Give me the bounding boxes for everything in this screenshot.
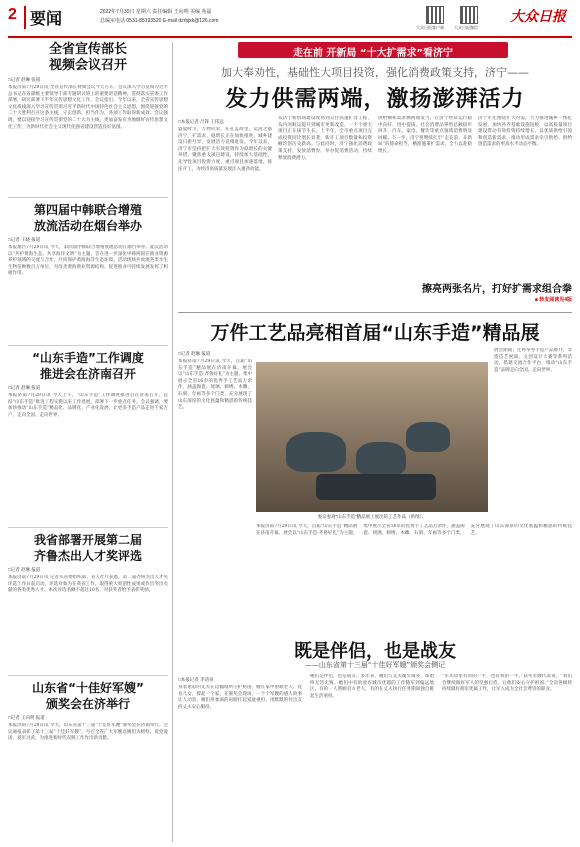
topic-banner bbox=[178, 42, 572, 60]
elephant-sculpture bbox=[356, 442, 406, 476]
article-title: 推进会在济南召开 bbox=[39, 367, 136, 381]
article bbox=[8, 350, 168, 523]
elephant-sculpture bbox=[286, 432, 346, 472]
article-title: 齐鲁杰出人才奖评选 bbox=[33, 549, 142, 563]
article-body: 本报烟台7月29日讯 今天，第四届中韩联合增殖放流活动在烟台举办。此次活动以“共护黄海生态、共享海洋文明”为主题，旨在进一步深化中韩两国在渔业资源养护领域的交流与合作，共同保护黄海海洋生态环境。活动现场共放流各类水生生物苗种数百万单位，为改善黄海渔业资源结构、促进渔业可持续发展发挥了积极作用。 bbox=[8, 245, 168, 277]
article-body: 本报济南7月29日讯 今天，首届“山东手造”精品展在济南开幕。展会以“山东手造·齐鲁好礼”为主题，集中展示全省16市的优秀手工艺品万余件，涵盖陶瓷、琉璃、刺绣、木雕、石刻、年画等多个门类，充分展现了山东深厚的文化底蕴和精湛的传统技艺。 bbox=[178, 359, 252, 411]
article-body: 济宁市还围绕扩大内需，大力推进城乡一体化发展，加快补齐基础设施短板，以高质量项目建设带动有效投资持续增长，以优质供给引领和创造新需求，推动形成需求牵引供给、供给创造需求的更高水平动态平衡。 bbox=[478, 116, 572, 148]
article-title: 放流活动在烟台举办 bbox=[33, 219, 142, 233]
column-divider bbox=[172, 42, 173, 842]
left-column bbox=[8, 42, 168, 793]
divider bbox=[8, 197, 168, 198]
article-byline: □记者 赵琳 报道 bbox=[178, 351, 211, 356]
story-column bbox=[178, 348, 252, 569]
story-column bbox=[378, 116, 472, 301]
article-body: 供给侧和需求侧两端发力，让济宁经济运行稳中向好、进中提质。社会消费品零售总额稳步回升，汽车、家电、餐饮等重点领域消费明显回暖。下一步，济宁将继续扛牢“走在前、开新局”的使命担当，精准施策扩需求，全力以赴稳增长。 bbox=[378, 116, 472, 154]
page-number: 2 bbox=[8, 6, 17, 23]
article-title: 视频会议召开 bbox=[48, 58, 127, 73]
article bbox=[8, 202, 168, 341]
elephant-sculpture bbox=[406, 422, 450, 452]
headline: 发力供需两端，激扬澎湃活力 bbox=[225, 87, 525, 112]
photo-caption: 观众参观“山东手造”精品展上展出的工艺作品（供图）。 bbox=[317, 514, 427, 519]
article-body: 盛夏时节，万物向荣。在孔孟故里、运河之都济宁，扩需求、稳增长正在加快推进，城乡建设日新月异，发展活力竞相迸发。今年以来，济宁市坚持把扩大有效投资作为稳增长的关键举措，聚焦重大项目建设，持续加大基础性、先导性项目投资力度，重点项目加速落地、接连开工，为经济高质量发展注入强劲动能。 bbox=[178, 127, 272, 172]
article-body: 本报济南7月29日讯 今天，首届“山东手造”精品展在济南开幕。展会以“山东手造·齐鲁好礼”为主题，集中展示全省16市的优秀手工艺品万余件，涵盖陶瓷、琉璃、刺绣、木雕、石刻、年画等多个门类，充分展现了山东深厚的文化底蕴和精湛的传统技艺。 bbox=[256, 524, 572, 536]
article-title: “山东手造”工作调度 bbox=[32, 351, 144, 365]
divider bbox=[8, 527, 168, 528]
article-subtitle: ——山东省第十三届“十佳好军嫂”颁奖会侧记 bbox=[304, 661, 446, 669]
story-column bbox=[478, 116, 572, 226]
article-title: 颁奖会在济举行 bbox=[45, 697, 130, 711]
story-column bbox=[256, 524, 572, 624]
section-title: 要闻 bbox=[24, 6, 62, 29]
article bbox=[8, 532, 168, 671]
qr-code-icon bbox=[460, 6, 478, 24]
article-title: 第四届中韩联合增殖 bbox=[33, 203, 142, 217]
article-title: 全省宣传部长 bbox=[48, 42, 127, 57]
article-body: 身着迷彩的丈夫在边疆哨所守护祖国，她在家中照顾老人、抚育儿女，撑起一个家。在颁奖会现场，一个个军嫂的感人故事让人动容。她们用柔弱的肩膀扛起家庭重担，用默默的付出支持丈夫安心服役。 bbox=[178, 685, 302, 710]
article-body: 她们是伴侣，也是战友。多年来，她们与丈夫聚少离多，却始终无怨无悔。她们中有的放弃城市优越的工作随军到偏远地区，有的一人照顾双方老人，有的在丈夫执行任务期间独自挑起生活重担。 bbox=[310, 674, 434, 699]
newspaper-logo: 大众日报 bbox=[510, 9, 566, 25]
qr-code-icon bbox=[426, 6, 444, 24]
story-column bbox=[310, 674, 434, 844]
article-byline: □记者 王晓 报道 bbox=[8, 237, 41, 242]
article-byline: □本报记者 吕锋 王伟远 bbox=[178, 119, 224, 124]
qr-label: 大众日报客户端 bbox=[416, 25, 444, 30]
article-title: 我省部署开展第二届 bbox=[33, 533, 142, 547]
article-byline: □记者 赵琳 报道 bbox=[8, 567, 41, 572]
article-body: “军功章里有你的一半，也有我的一半。”获奖军嫂代表说，“我们会继续做好军人的坚强后盾，让他们安心守护祖国。”全省各级将持续做好拥军优属工作，让军人成为全社会尊崇的职业。 bbox=[442, 674, 572, 693]
date-line: 2022年7月30日 星期六 责任编辑 王向明 美编 苑磊 bbox=[100, 9, 212, 15]
article-body: 本报济南7月29日讯 记者从省委组织部、省人社厅获悉，第二届齐鲁杰出人才奖评选工作日前启动。评选对象为在我省工作、取得重大原创性成果或作出突出贡献的各类优秀人才。本次评选名额不超过10名，对获奖者给予表彰奖励。 bbox=[8, 575, 168, 594]
story-column bbox=[178, 674, 302, 845]
contact-line: 总编室电话 0531-85193520 E-mail dzrbjxk@126.com bbox=[100, 18, 219, 24]
story-column bbox=[442, 674, 572, 844]
divider bbox=[8, 675, 168, 676]
article-body: 本报济南7月29日讯 今天上午，“山东手造”工作调度推进会在济南召开，总结“山东手造”推进工程实施以来工作进展，部署下一步重点任务。会议强调，要加快推动“山东手造”精品化、品牌化、产业化发展，让更多手造产品走进千家万户、走向全国、走向世界。 bbox=[8, 393, 168, 418]
article-byline: □记者 赵琳 报道 bbox=[8, 385, 41, 390]
article-byline: □记者 王向明 报道 bbox=[8, 715, 45, 720]
news-photo bbox=[256, 362, 488, 512]
article-title: 万件工艺品亮相首届“山东手造”精品展 bbox=[210, 322, 540, 344]
article-title: 既是伴侣，也是战友 bbox=[294, 641, 456, 662]
main-area bbox=[178, 42, 572, 842]
story-column bbox=[178, 116, 272, 302]
masthead-rule bbox=[8, 36, 572, 38]
article-byline: □本报记者 李清泉 bbox=[178, 677, 214, 682]
article-title: 山东省“十佳好军嫂” bbox=[32, 681, 144, 695]
sub-headline: 擦亮两张名片，打好扩需求组合拳 bbox=[422, 284, 572, 295]
continued-note: ■ 转发阅读见4版 bbox=[534, 297, 572, 303]
qr-label: 大众日报微信 bbox=[454, 25, 478, 30]
article-body: 本报济南7月29日讯 今天，山东省第十三届“十佳好军嫂”颁奖会在济南举行。会议通报表彰了第十三届“十佳好军嫂”，号召全省广大军嫂以她们为榜样，爱党爱国、爱军习武，为推进新时代双拥工作作出新贡献。 bbox=[8, 723, 168, 742]
masthead bbox=[8, 4, 572, 36]
headline-kicker: 加大奉劝性，基础性大项目投资，强化消费政策支持，济宁—— bbox=[221, 66, 529, 79]
story-column bbox=[278, 116, 372, 301]
article-body: 展会期间，还将举办手造产品推介、非遗技艺展演、文创设计大赛等系列活动，搭建交流合作平台，推动“山东手造”品牌走向全国、走向世界。 bbox=[494, 348, 572, 373]
article-body: 从济宁新机场建设现场到京台高速扩容工程，从内河航运提升到城市更新改造，一个个重大项目正在拔节生长。上半年，全市重点项目完成投资同比增长显著，新开工项目数量和投资额均创历史新高。与此同时，济宁强化消费政策支持，发放消费券、举办促消费活动，持续释放消费潜力。 bbox=[278, 116, 372, 161]
display-stand bbox=[316, 474, 436, 500]
article-body: 本报济南7月29日讯 全省宣传部长视频会议今天召开。会议深入学习贯彻习近平总书记在省部级主要领导干部专题研讨班上的重要讲话精神，贯彻落实省委工作部署，研究部署下半年宣传思想文化工作。会议指出，今年以来，全省宣传思想文化战线深入学习宣传贯彻习近平新时代中国特色社会主义思想，围绕迎接党的二十大胜利召开这条主线，守正创新、担当作为，各项工作取得新成效。会议强调，要以迎接学习宣传贯彻党的二十大为主线，更加奋发有为地做好宣传思想文化工作，为新时代社会主义现代化强省建设营造良好氛围。 bbox=[8, 85, 168, 130]
banner-text: 走在前 开新局 “十大扩需求”看济宁 bbox=[292, 48, 454, 59]
divider bbox=[8, 345, 168, 346]
divider bbox=[178, 312, 572, 313]
article bbox=[8, 42, 168, 193]
article-byline: □记者 赵琳 张国 bbox=[8, 77, 41, 82]
article bbox=[8, 680, 168, 793]
